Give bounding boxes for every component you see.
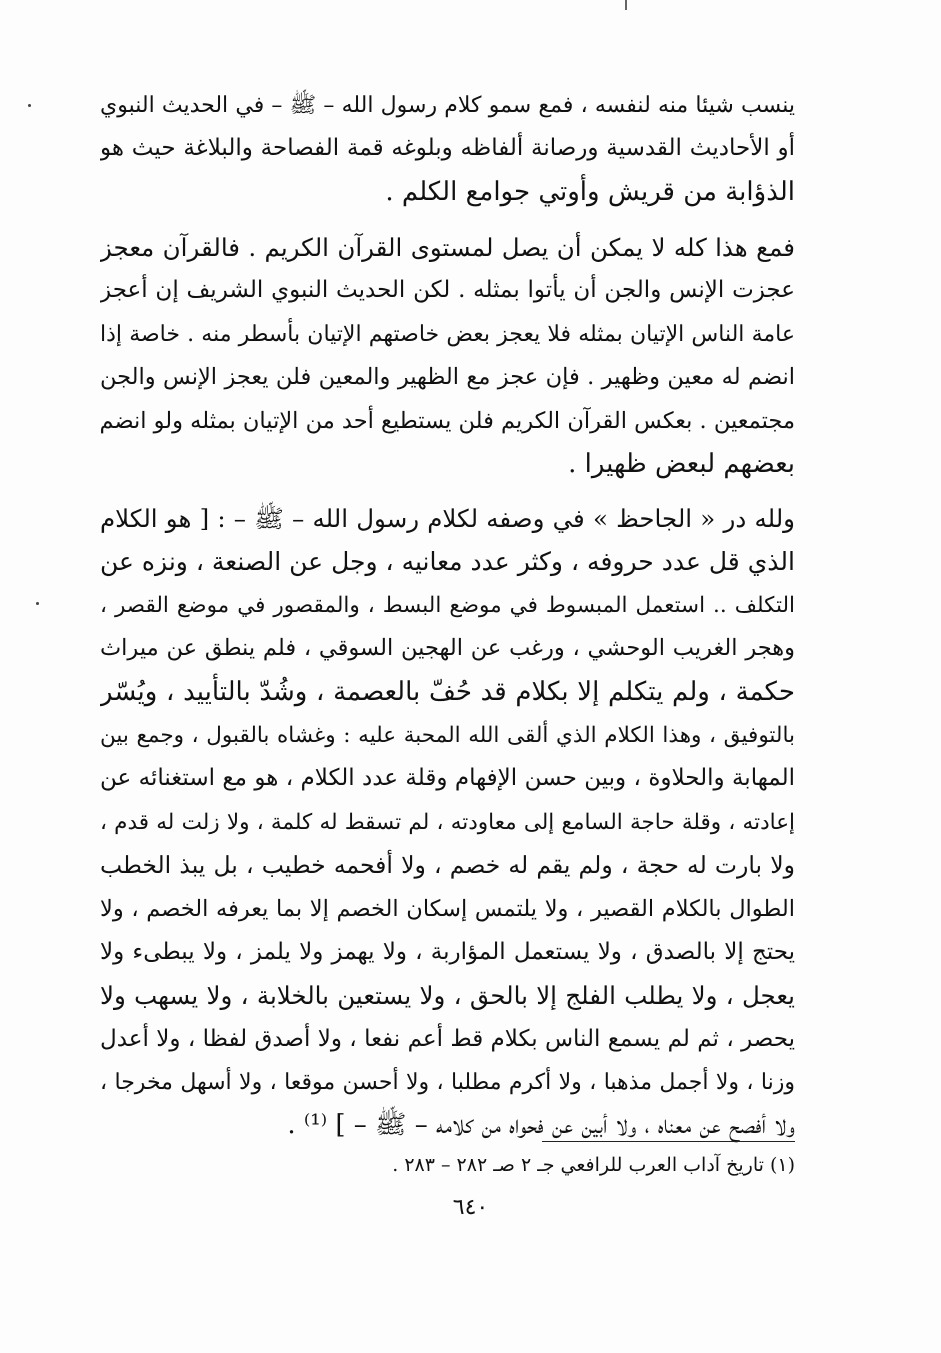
paragraph-2 <box>100 226 795 486</box>
text-line: أو الأحاديث القدسية ورصانة ألفاظه وبلوغه قمة الفصاحة والبلاغة حيث هو <box>100 135 795 162</box>
text-line: الذؤابة من قريش وأوتي جوامع الكلم . <box>385 176 795 207</box>
paragraph-3-quotation <box>100 497 795 1148</box>
text-line: عجزت الإنس والجن أن يأتوا بمثله . لكن الحديث النبوي الشريف إن أعجز <box>100 277 795 304</box>
scan-speck <box>28 104 31 107</box>
text-line: فمع هذا كله لا يمكن أن يصل لمستوى القرآن الكريم . فالقرآن معجز <box>100 233 795 262</box>
text-line: عامة الناس الإتيان بمثله فلا يعجز بعض خاصتهم الإتيان بأسطر منه . خاصة إذا <box>100 321 795 347</box>
text-line: بالتوفيق ، وهذا الكلام الذي ألقى الله المحبة عليه : وغشاه بالقبول ، وجمع بين <box>100 722 795 748</box>
paragraph-1 <box>100 84 795 214</box>
text-line: الذي قل عدد حروفه ، وكثر عدد معانيه ، وجل عن الصنعة ، ونزه عن <box>100 547 795 577</box>
text-line: ينسب شيئا منه لنفسه ، فمع سمو كلام رسول الله – ﷺ – في الحديث النبوي <box>100 93 795 118</box>
text-line: الطوال بالكلام القصير ، ولا يلتمس إسكان الخصم إلا بما يعرفه الخصم ، ولا <box>100 895 795 922</box>
scan-mark <box>625 0 627 10</box>
text-line: ولا بارت له حجة ، ولم يقم له خصم ، ولا أفحمه خطيب ، بل يبذ الخطب <box>100 851 795 880</box>
text-line: ولله در « الجاحظ » في وصفه لكلام رسول الله – ﷺ – : [ هو الكلام <box>100 504 795 533</box>
text-line: يعجل ، ولا يطلب الفلج إلا بالحق ، ولا يستعين بالخلابة ، ولا يسهب ولا <box>100 981 795 1011</box>
page-number: ٦٤٠ <box>452 1195 489 1220</box>
text-line: يحصر ، ثم لم يسمع الناس بكلام قط أعم نفعا ، ولا أصدق لفظا ، ولا أعدل <box>100 1025 795 1052</box>
text-line: مجتمعين . بعكس القرآن الكريم فلن يستطيع أحد من الإتيان بمثله ولو انضم <box>100 407 795 434</box>
text-line: إعادته ، وقلة حاجة السامع إلى معاودته ، لم تسقط له كلمة ، ولا زلت له قدم ، <box>100 809 795 835</box>
text-line: حكمة ، ولم يتكلم إلا بكلام قد حُفّ بالعصمة ، وشُدّ بالتأييد ، ويُسّر <box>100 676 795 707</box>
text-line: ولا أفصح عن معناه ، ولا أبين عن فحواه من كلامه – ﷺ – ] ⁽¹⁾ . <box>287 1110 795 1141</box>
text-line: التكلف .. استعمل المبسوط في موضع البسط ، والمقصور في موضع القصر ، <box>100 592 795 618</box>
text-line: وزنا ، ولا أجمل مذهبا ، ولا أكرم مطلبا ، ولا أحسن موقعا ، ولا أسهل مخرجا ، <box>100 1070 795 1096</box>
text-line: يحتج إلا بالصدق ، ولا يستعمل المؤاربة ، ولا يهمز ولا يلمز ، ولا يبطىء ولا <box>100 938 795 965</box>
scan-speck <box>36 602 39 605</box>
text-line: بعضهم لبعض ظهيرا . <box>568 448 795 479</box>
text-line: المهابة والحلاوة ، وبين حسن الإفهام وقلة عدد الكلام ، هو مع استغنائه عن <box>100 765 795 792</box>
footnote: (١) تاريخ آداب العرب للرافعي جـ ٢ صـ ٢٨٢ – ٢٨٣ . <box>392 1154 795 1176</box>
text-line: انضم له معين وظهير . فإن عجز مع الظهير والمعين فلن يعجز الإنس والجن <box>100 364 795 391</box>
text-line: وهجر الغريب الوحشي ، ورغب عن الهجين السوقي ، فلم ينطق عن ميراث <box>100 635 795 662</box>
footnote-separator <box>542 1141 795 1142</box>
